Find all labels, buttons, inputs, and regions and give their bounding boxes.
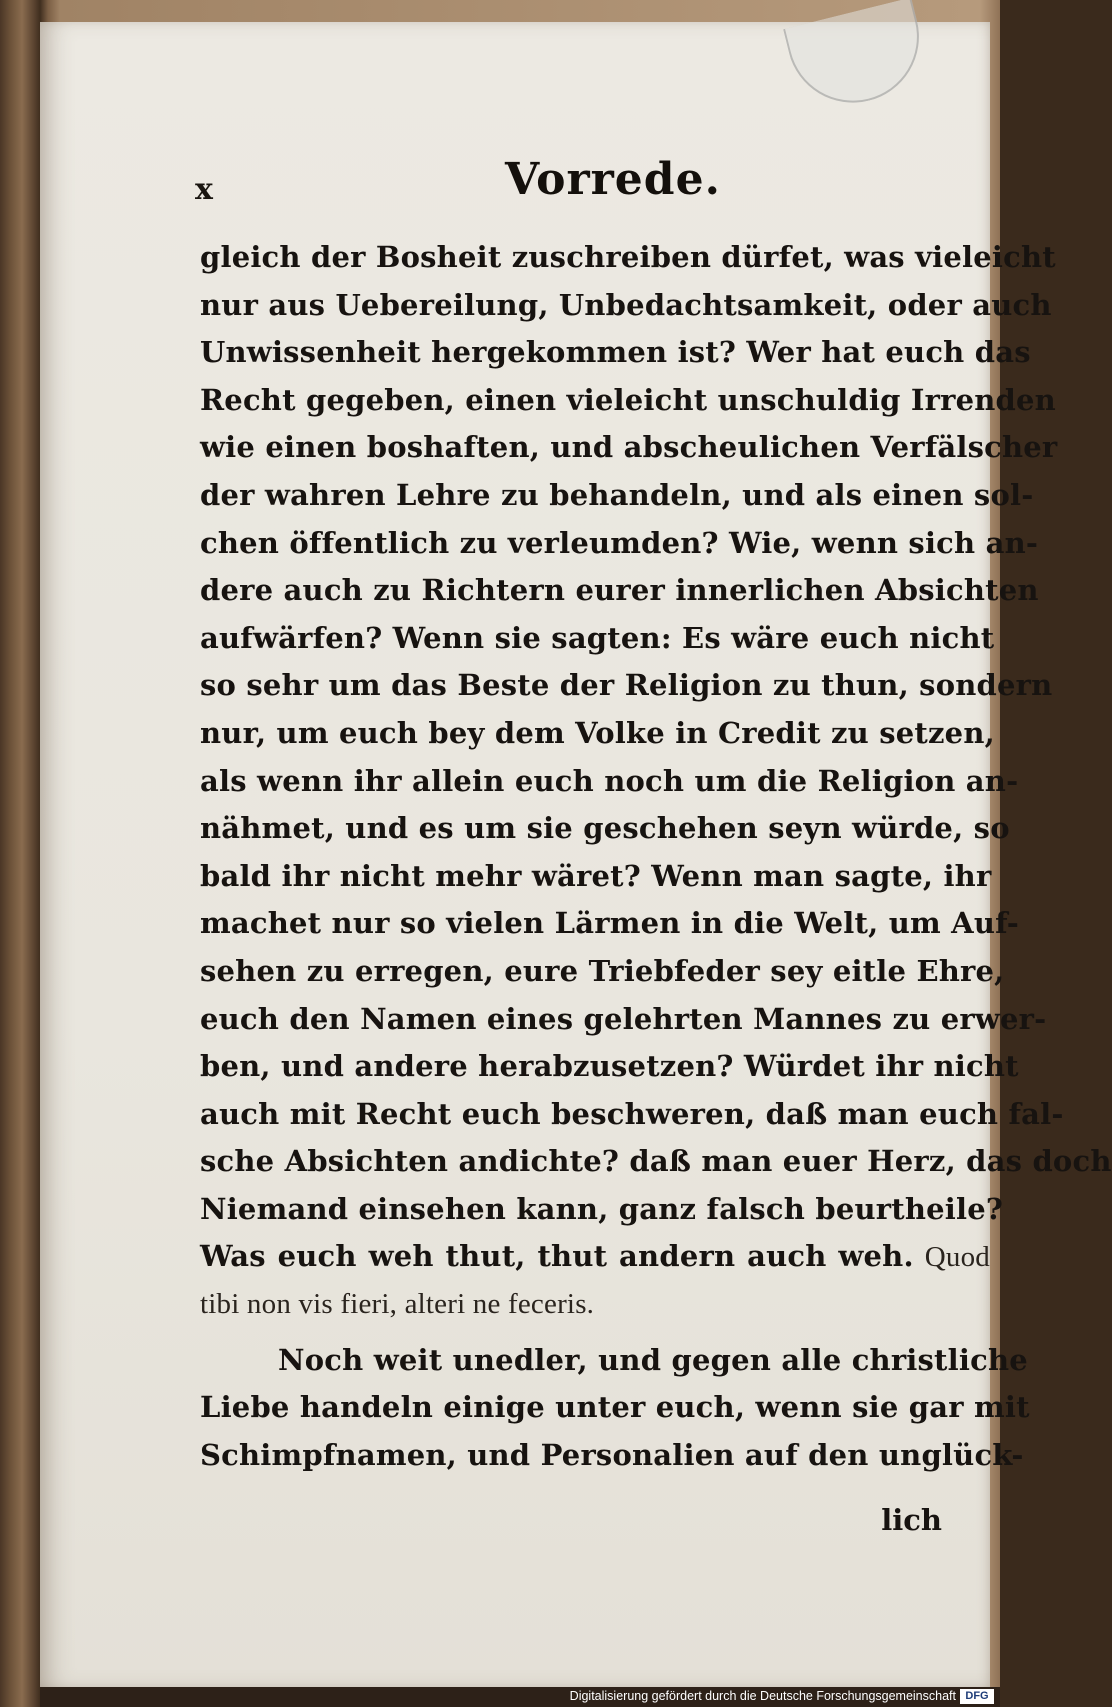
text-line: Schimpfnamen, und Personalien auf den unglück-: [200, 1437, 1024, 1472]
text-line: wie einen boshaften, und abscheulichen Verfälscher: [200, 430, 1058, 465]
text-line: sche Absichten andichte? daß man euer Herz, das doch: [200, 1144, 1112, 1179]
paper-page: [40, 22, 1112, 1687]
text-line: nur aus Uebereilung, Unbedachtsamkeit, oder auch: [200, 287, 1052, 322]
body-text: [200, 234, 1112, 1479]
text-line: als wenn ihr allein euch noch um die Religion an-: [200, 763, 1019, 798]
text-line: dere auch zu Richtern eurer innerlichen Absichten: [200, 573, 1039, 608]
footer-credit: Digitalisierung gefördert durch die Deutsche Forschungsgemeinschaft: [569, 1689, 956, 1703]
text-line: Recht gegeben, einen vieleicht unschuldig Irrenden: [200, 382, 1056, 417]
catchword: lich: [881, 1503, 942, 1537]
text-line: nähmet, und es um sie geschehen seyn würde, so: [200, 811, 1010, 846]
text-line: so sehr um das Beste der Religion zu thun, sondern: [200, 668, 1053, 703]
page-header: [195, 154, 975, 214]
text-line: Liebe handeln einige unter euch, wenn sie gar mit: [200, 1390, 1030, 1425]
text-line: auch mit Recht euch beschweren, daß man euch fal-: [200, 1096, 1064, 1131]
running-head: Vorrede.: [505, 154, 721, 205]
page-number: x: [195, 172, 213, 207]
dfg-logo-icon: DFG: [960, 1689, 994, 1704]
text-line: Niemand einsehen kann, ganz falsch beurtheile?: [200, 1191, 1004, 1226]
text-line: ben, und andere herabzusetzen? Würdet ihr nicht: [200, 1049, 1019, 1084]
text-latin: Quod: [924, 1241, 990, 1274]
paragraph-2: [200, 1337, 1030, 1480]
text-line: der wahren Lehre zu behandeln, und als einen sol-: [200, 477, 1034, 512]
text-line: aufwärfen? Wenn sie sagten: Es wäre euch nicht: [200, 620, 995, 655]
text-line: bald ihr nicht mehr wäret? Wenn man sagte, ihr: [200, 858, 992, 893]
text-fraktur: Was euch weh thut, thut andern auch weh.: [200, 1239, 914, 1274]
text-line: Unwissenheit hergekommen ist? Wer hat euch das: [200, 335, 1031, 370]
mixed-text-line: [200, 1233, 990, 1281]
text-line: chen öffentlich zu verleumden? Wie, wenn sich an-: [200, 525, 1039, 560]
text-line: nur, um euch bey dem Volke in Credit zu setzen,: [200, 715, 995, 750]
digitization-footer: [40, 1687, 1000, 1707]
page-clip: [783, 0, 933, 117]
text-line: machet nur so vielen Lärmen in die Welt, um Auf-: [200, 906, 1020, 941]
latin-text-line: tibi non vis fieri, alteri ne feceris.: [200, 1288, 595, 1321]
text-line: Noch weit unedler, und gegen alle christliche: [278, 1342, 1028, 1377]
text-line: sehen zu erregen, eure Triebfeder sey eitle Ehre,: [200, 953, 1005, 988]
text-line: euch den Namen eines gelehrten Mannes zu erwer-: [200, 1001, 1047, 1036]
text-line: gleich der Bosheit zuschreiben dürfet, was vieleicht: [200, 240, 1056, 274]
